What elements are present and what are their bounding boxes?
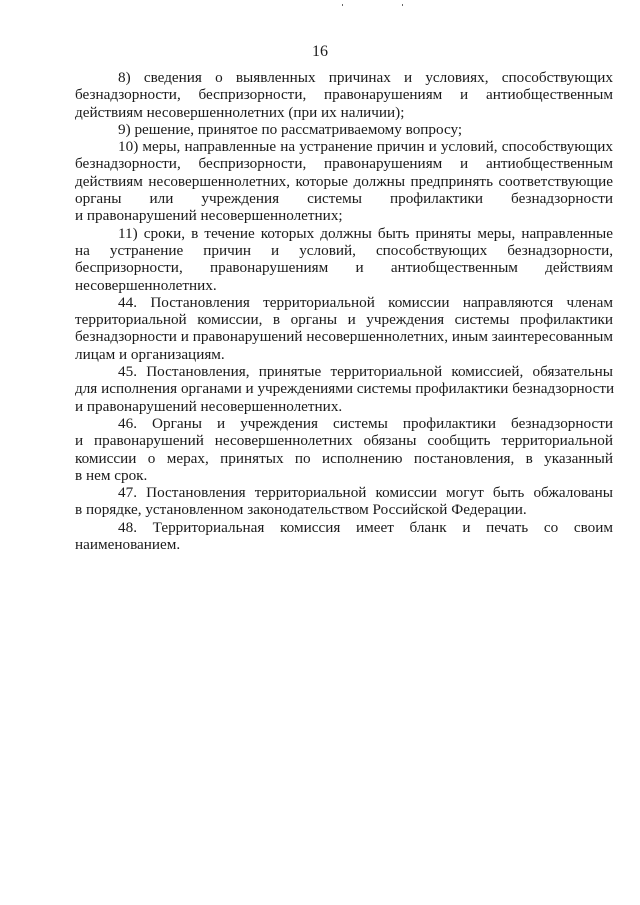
paragraph	[75, 225, 613, 294]
paragraph-line: 45. Постановления, принятые территориальной комиссией, обязательны	[118, 363, 613, 381]
paragraph	[75, 138, 613, 224]
paragraph-line: для исполнения органами и учреждениями системы профилактики безнадзорности	[75, 380, 615, 398]
paragraph-line: в порядке, установленном законодательством Российской Федерации.	[75, 501, 527, 519]
page-number: 16	[312, 43, 328, 60]
paragraph-line: безнадзорности и правонарушений несовершеннолетних, иным заинтересованным	[75, 328, 613, 346]
paragraph	[75, 69, 613, 121]
paragraph-line: безнадзорности, беспризорности, правонарушениям и антиобщественным	[75, 86, 613, 104]
paragraph-line: несовершеннолетних.	[75, 276, 217, 294]
paragraph-line: комиссии о мерах, принятых по исполнению постановления, в указанный	[75, 449, 613, 467]
paragraph-line: действиям несовершеннолетних, которые должны предпринять соответствующие	[75, 172, 613, 190]
paragraph-line: лицам и организациям.	[75, 345, 225, 363]
paragraph-line: 10) меры, направленные на устранение причин и условий, способствующих	[118, 138, 613, 156]
paragraph-line: наименованием.	[75, 536, 181, 554]
paragraph-line: 8) сведения о выявленных причинах и условиях, способствующих	[118, 69, 613, 86]
paragraph-line: безнадзорности, беспризорности, правонарушениям и антиобщественным	[75, 155, 613, 173]
paragraph-line: 46. Органы и учреждения системы профилактики безнадзорности	[118, 414, 613, 432]
paragraph-line: 44. Постановления территориальной комиссии направляются членам	[118, 293, 613, 311]
paragraph-line: на устранение причин и условий, способствующих безнадзорности,	[75, 241, 613, 259]
paragraph	[75, 519, 613, 554]
paragraph-line: 11) сроки, в течение которых должны быть приняты меры, направленные	[118, 224, 613, 242]
paragraph-line: органы или учреждения системы профилактики безнадзорности	[75, 190, 613, 208]
paragraph-line: территориальной комиссии, в органы и учреждения системы профилактики	[75, 311, 613, 329]
paragraph	[75, 415, 613, 484]
paragraph	[75, 484, 613, 519]
paragraph	[75, 294, 613, 363]
paragraph-line: действиям несовершеннолетних (при их наличии);	[75, 103, 405, 121]
paragraph-line: беспризорности, правонарушениям и антиобщественным действиям	[75, 259, 613, 277]
document-body	[75, 69, 613, 553]
paragraph-line: и правонарушений несовершеннолетних;	[75, 207, 343, 225]
scan-marks	[340, 4, 410, 8]
paragraph-line: и правонарушений несовершеннолетних обязаны сообщить территориальной	[75, 432, 613, 450]
paragraph	[75, 363, 613, 415]
paragraph-line: 47. Постановления территориальной комиссии могут быть обжалованы	[118, 484, 613, 502]
paragraph-line: и правонарушений несовершеннолетних.	[75, 397, 343, 415]
paragraph-line: 48. Территориальная комиссия имеет бланк и печать со своим	[118, 518, 613, 536]
paragraph-line: в нем срок.	[75, 466, 148, 484]
paragraph-line: 9) решение, принятое по рассматриваемому вопросу;	[118, 120, 463, 138]
paragraph	[75, 121, 613, 138]
